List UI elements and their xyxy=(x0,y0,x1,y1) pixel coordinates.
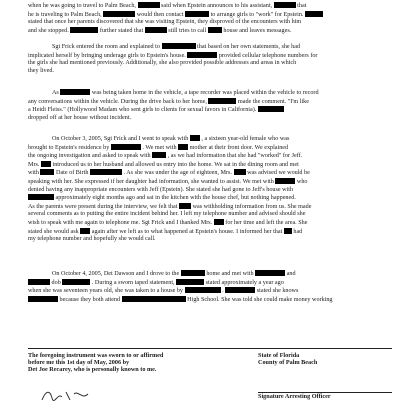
text-run: who xyxy=(296,178,308,185)
text-line xyxy=(28,169,390,178)
redaction-bar xyxy=(90,169,122,175)
redaction-bar xyxy=(176,279,204,285)
paragraph xyxy=(28,270,390,304)
text-run: On October 4, 2005, Det Dawson and I drove to the xyxy=(52,271,180,277)
text-run: further stated that xyxy=(99,27,144,34)
paragraph xyxy=(28,2,390,35)
text-run: and she stopped. xyxy=(28,27,69,34)
text-run: the girls she had mentioned previously. Additionally, she also provided possible addresses and areas in which xyxy=(28,60,297,67)
paragraph xyxy=(28,89,390,122)
text-run: introduced us to her husband and allowed us entry into the home. We sat in the dining room and met xyxy=(52,161,299,168)
redaction-bar xyxy=(28,279,50,285)
redaction-bar xyxy=(185,11,209,17)
text-run: , as we had information that she had "worked" for Jeff. xyxy=(167,153,303,160)
footer-rule xyxy=(28,348,392,349)
text-run: Sgt Frick entered the room and explained to xyxy=(52,44,160,50)
text-line xyxy=(28,89,390,98)
text-run: dropped off at her house without incident. xyxy=(28,114,132,121)
text-run: Mrs. xyxy=(28,161,40,168)
redaction-bar xyxy=(28,296,58,302)
notary-line-2: before me this 1st day of May, 2006 by xyxy=(28,359,130,367)
text-line xyxy=(28,287,390,296)
text-line xyxy=(28,219,390,228)
text-run: brought to Epstein's residence by xyxy=(28,144,110,151)
redaction-bar xyxy=(258,106,284,112)
redaction-bar xyxy=(185,287,221,293)
text-run: . We met with xyxy=(142,144,177,151)
text-run: again after we left as to what happened at Epstein's house. I informed her that xyxy=(91,228,283,235)
text-run: he is traveling to Palm Beach, xyxy=(28,11,102,18)
text-run: home and met with xyxy=(206,271,254,277)
redaction-bar xyxy=(274,2,296,8)
text-run: with xyxy=(28,170,39,177)
redaction-bar xyxy=(208,27,222,33)
text-run: speaking with her. She expressed if her daughter had information, she wanted to assist. We met with xyxy=(28,178,274,185)
text-run: would then contact xyxy=(136,11,184,18)
redaction-bar xyxy=(70,27,98,33)
text-run: As the parents were present during the interview, we felt that xyxy=(28,203,178,210)
text-run: Date of Birth xyxy=(56,170,89,177)
text-line xyxy=(28,228,390,237)
redaction-bar xyxy=(178,144,188,150)
paragraph xyxy=(28,43,390,75)
text-run: still tries to call xyxy=(168,27,207,34)
text-run: stated approximately a year ago xyxy=(205,279,284,286)
text-run: implicated herself by bringing underage girls to Epstein's house. xyxy=(28,52,186,59)
redaction-bar xyxy=(162,43,196,49)
text-run: to arrange girls to "work" for Epstein. xyxy=(210,11,304,18)
redaction-bar xyxy=(179,203,191,209)
paragraph xyxy=(28,135,390,244)
text-run: because they both attend xyxy=(59,296,121,303)
text-run: , a sixteen year-old female who was xyxy=(201,136,290,142)
text-run: approximately eight months ago and sat in the kitchen with the house chef, but nothing happened. xyxy=(55,195,296,202)
redaction-bar xyxy=(111,144,141,150)
text-line xyxy=(28,270,390,279)
text-run: provided cellular telephone numbers for xyxy=(218,52,318,59)
text-run: was advised we would be xyxy=(247,170,310,177)
text-run: any conversations within the vehicle. During the drive back to her home, xyxy=(28,98,207,105)
redaction-bar xyxy=(225,287,255,293)
text-line xyxy=(28,98,390,107)
redaction-bar xyxy=(234,169,246,175)
text-run: . During a sworn taped statement, xyxy=(91,279,175,286)
text-run: denied having any inappropriate encounters with Jeff (Epstein). She stated she had gone to Jeff's house with xyxy=(28,186,294,193)
redaction-bar xyxy=(60,89,90,95)
text-line xyxy=(28,187,390,195)
text-run: wish to speak with me again to telephone me. Sgt Frick and I thanked Mrs. xyxy=(28,219,213,226)
text-run: my telephone number and hopefully she would call. xyxy=(28,236,156,243)
state-label: State of Florida xyxy=(258,352,300,359)
redaction-bar xyxy=(62,279,90,285)
text-run: several comments as to putting the entire incident behind her. I left my telephone number and advised should she xyxy=(28,211,306,218)
text-line xyxy=(28,11,390,20)
text-run: for her time and left the area. She xyxy=(225,219,308,226)
text-line xyxy=(28,2,390,11)
redaction-bar xyxy=(284,228,292,234)
text-run: stated she knows xyxy=(256,288,299,295)
text-line xyxy=(28,27,390,36)
jurisdiction-block xyxy=(258,352,317,366)
text-run: High School. She was told she could make money working xyxy=(187,296,333,303)
text-run: . xyxy=(222,288,224,295)
signature-label: Signature Arresting Officer xyxy=(258,393,331,400)
redaction-bar xyxy=(305,11,323,17)
text-run: and xyxy=(286,271,296,277)
text-line xyxy=(28,68,390,76)
notary-line-1: The foregoing instrument was sworn to or affirmed xyxy=(28,352,164,359)
text-line xyxy=(28,115,390,123)
text-run: dob xyxy=(51,279,61,286)
text-line xyxy=(28,211,390,219)
text-run: made the comment. "I'm like xyxy=(237,98,309,105)
redaction-bar xyxy=(138,2,160,8)
text-run: On October 3, 2005, Sgt Frick and I went to speak with xyxy=(52,136,189,142)
text-run: was being taken home in the vehicle, a tape recorder was placed within the vehicle to record xyxy=(91,90,319,96)
text-run: house and leaves messages. xyxy=(223,27,292,34)
text-line xyxy=(28,43,390,52)
text-line xyxy=(28,19,390,27)
text-run: As xyxy=(52,90,59,96)
redaction-bar xyxy=(255,270,285,276)
redaction-bar xyxy=(187,52,217,58)
redaction-bar xyxy=(28,194,54,200)
redaction-bar xyxy=(190,135,200,141)
text-run: was withholding information from us. She made xyxy=(192,203,312,210)
redaction-bar xyxy=(152,152,166,158)
redaction-bar xyxy=(181,270,205,276)
redaction-bar xyxy=(103,11,135,17)
text-line xyxy=(28,52,390,61)
text-run: a Heidi Fleiss." (Hollywood Madam who sent girls to clients for sexual favors in California). xyxy=(28,107,257,114)
redaction-bar xyxy=(208,98,236,104)
text-line xyxy=(28,296,390,305)
redaction-bar xyxy=(214,219,224,225)
text-line xyxy=(28,279,390,288)
text-run: they lived. xyxy=(28,67,54,74)
redaction-bar xyxy=(145,27,167,33)
text-line xyxy=(28,60,390,68)
county-label: County of Palm Beach xyxy=(258,359,318,367)
redaction-bar xyxy=(40,169,54,175)
text-run: that xyxy=(297,3,307,9)
redaction-bar xyxy=(41,161,51,167)
text-run: . As she was under the age of eighteen, Mrs. xyxy=(123,170,232,177)
text-run: had xyxy=(293,228,303,235)
redaction-bar xyxy=(275,178,295,184)
redaction-bar xyxy=(80,228,90,234)
redaction-bar xyxy=(122,296,186,302)
text-line xyxy=(28,236,390,244)
notary-block xyxy=(28,352,163,374)
text-run: that based on her own statements, she had xyxy=(197,44,301,50)
text-line xyxy=(28,106,390,115)
notary-line-3: Det Joe Recarey, who is personally known to me. xyxy=(28,366,157,374)
text-line xyxy=(28,135,390,144)
text-run: mother at their front door. We explained xyxy=(189,144,289,151)
text-line xyxy=(28,152,390,161)
text-line xyxy=(28,161,390,170)
text-line xyxy=(28,194,390,203)
text-run: when he was going to travel to Palm Beach, xyxy=(28,3,136,9)
text-line xyxy=(28,144,390,153)
text-run: stated she would ask xyxy=(28,228,79,235)
text-run: when she was seventeen years old, she was taken to a house by xyxy=(28,288,184,295)
text-line xyxy=(28,178,390,187)
text-run: stated that once her parents discovered that she was visiting Epstein, they disproved of the encounters with him xyxy=(28,19,302,26)
text-run: the ongoing investigation and asked to speak with xyxy=(28,153,151,160)
text-run: said when Epstein announces to his assistant, xyxy=(161,3,273,9)
